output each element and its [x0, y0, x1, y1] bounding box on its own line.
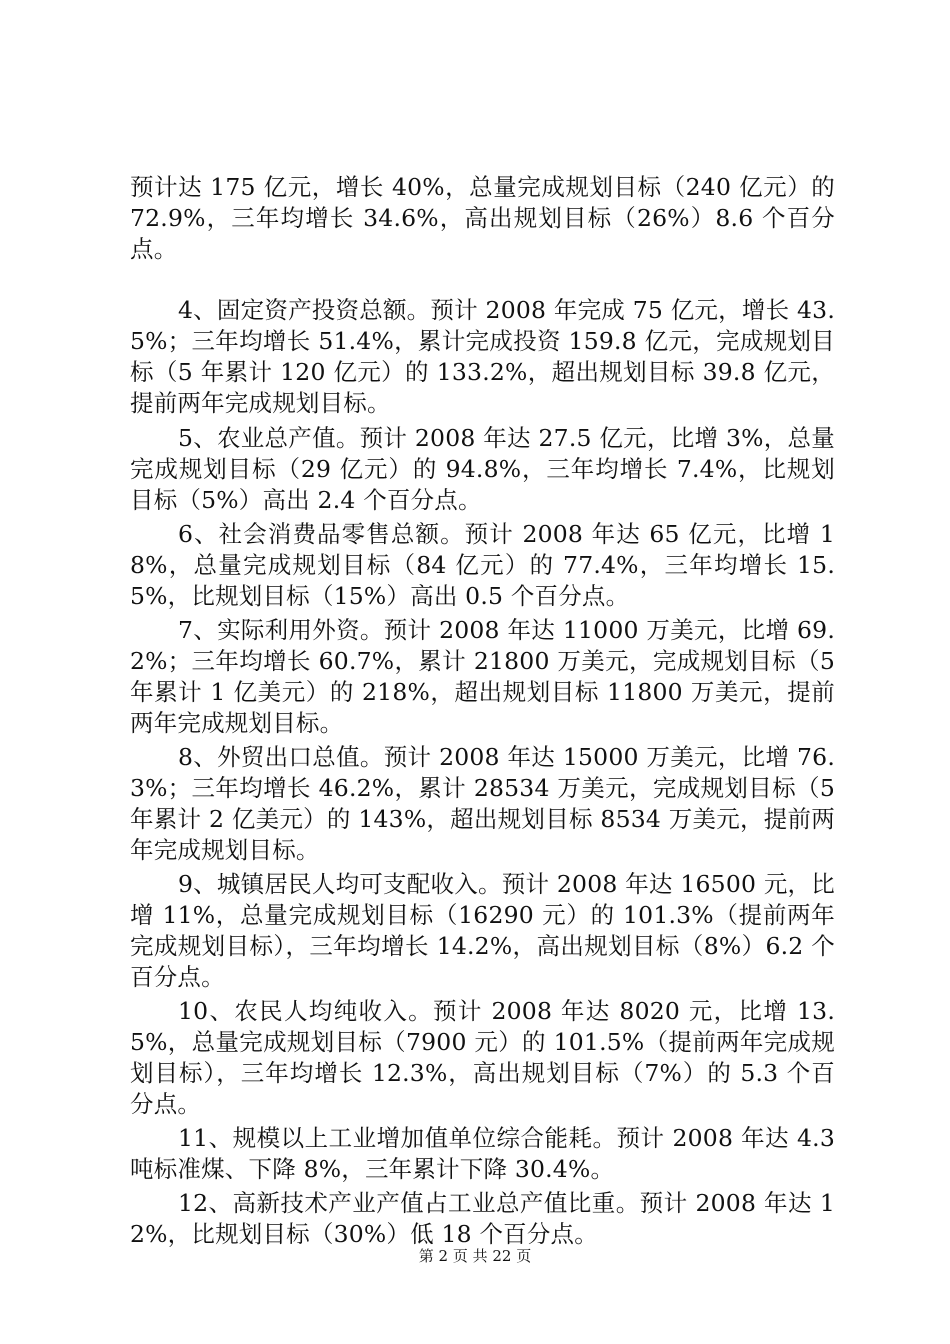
paragraph-continuation: 预计达 175 亿元，增长 40%，总量完成规划目标（240 亿元）的 72.9%，三年均增长 34.6%，高出规划目标（26%）8.6 个百分点。: [130, 173, 835, 263]
paragraph-item-9: 9、城镇居民人均可支配收入。预计 2008 年达 16500 元，比增 11%，总量完成规划目标（16290 元）的 101.3%（提前两年完成规划目标），三年均增长 14.2%，高出规划目标（8%）6.2 个百分点。: [130, 870, 835, 991]
paragraph-item-11: 11、规模以上工业增加值单位综合能耗。预计 2008 年达 4.3 吨标准煤、下降 8%，三年累计下降 30.4%。: [130, 1124, 835, 1183]
paragraph-item-12: 12、高新技术产业产值占工业总产值比重。预计 2008 年达 12%，比规划目标（30%）低 18 个百分点。: [130, 1189, 835, 1248]
paragraph-item-5: 5、农业总产值。预计 2008 年达 27.5 亿元，比增 3%，总量完成规划目标（29 亿元）的 94.8%，三年均增长 7.4%，比规划目标（5%）高出 2.4 个百分点。: [130, 424, 835, 514]
document-body: [130, 172, 835, 1253]
paragraph-item-7: 7、实际利用外资。预计 2008 年达 11000 万美元，比增 69.2%；三年均增长 60.7%，累计 21800 万美元，完成规划目标（5 年累计 1 亿美元）的 218%，超出规划目标 11800 万美元，提前两年完成规划目标。: [130, 616, 835, 737]
paragraph-item-6: 6、社会消费品零售总额。预计 2008 年达 65 亿元，比增 18%，总量完成规划目标（84 亿元）的 77.4%，三年均增长 15.5%，比规划目标（15%）高出 0.5 个百分点。: [130, 520, 835, 610]
page-footer: 第 2 页 共 22 页: [418, 1247, 532, 1265]
paragraph-item-4: 4、固定资产投资总额。预计 2008 年完成 75 亿元，增长 43.5%；三年均增长 51.4%，累计完成投资 159.8 亿元，完成规划目标（5 年累计 120 亿元）的 133.2%，超出规划目标 39.8 亿元，提前两年完成规划目标。: [130, 296, 835, 417]
paragraph-item-10: 10、农民人均纯收入。预计 2008 年达 8020 元，比增 13.5%，总量完成规划目标（7900 元）的 101.5%（提前两年完成规划目标），三年均增长 12.3%，高出规划目标（7%）的 5.3 个百分点。: [130, 997, 835, 1118]
paragraph-item-8: 8、外贸出口总值。预计 2008 年达 15000 万美元，比增 76.3%；三年均增长 46.2%，累计 28534 万美元，完成规划目标（5 年累计 2 亿美元）的 143%，超出规划目标 8534 万美元，提前两年完成规划目标。: [130, 743, 835, 864]
